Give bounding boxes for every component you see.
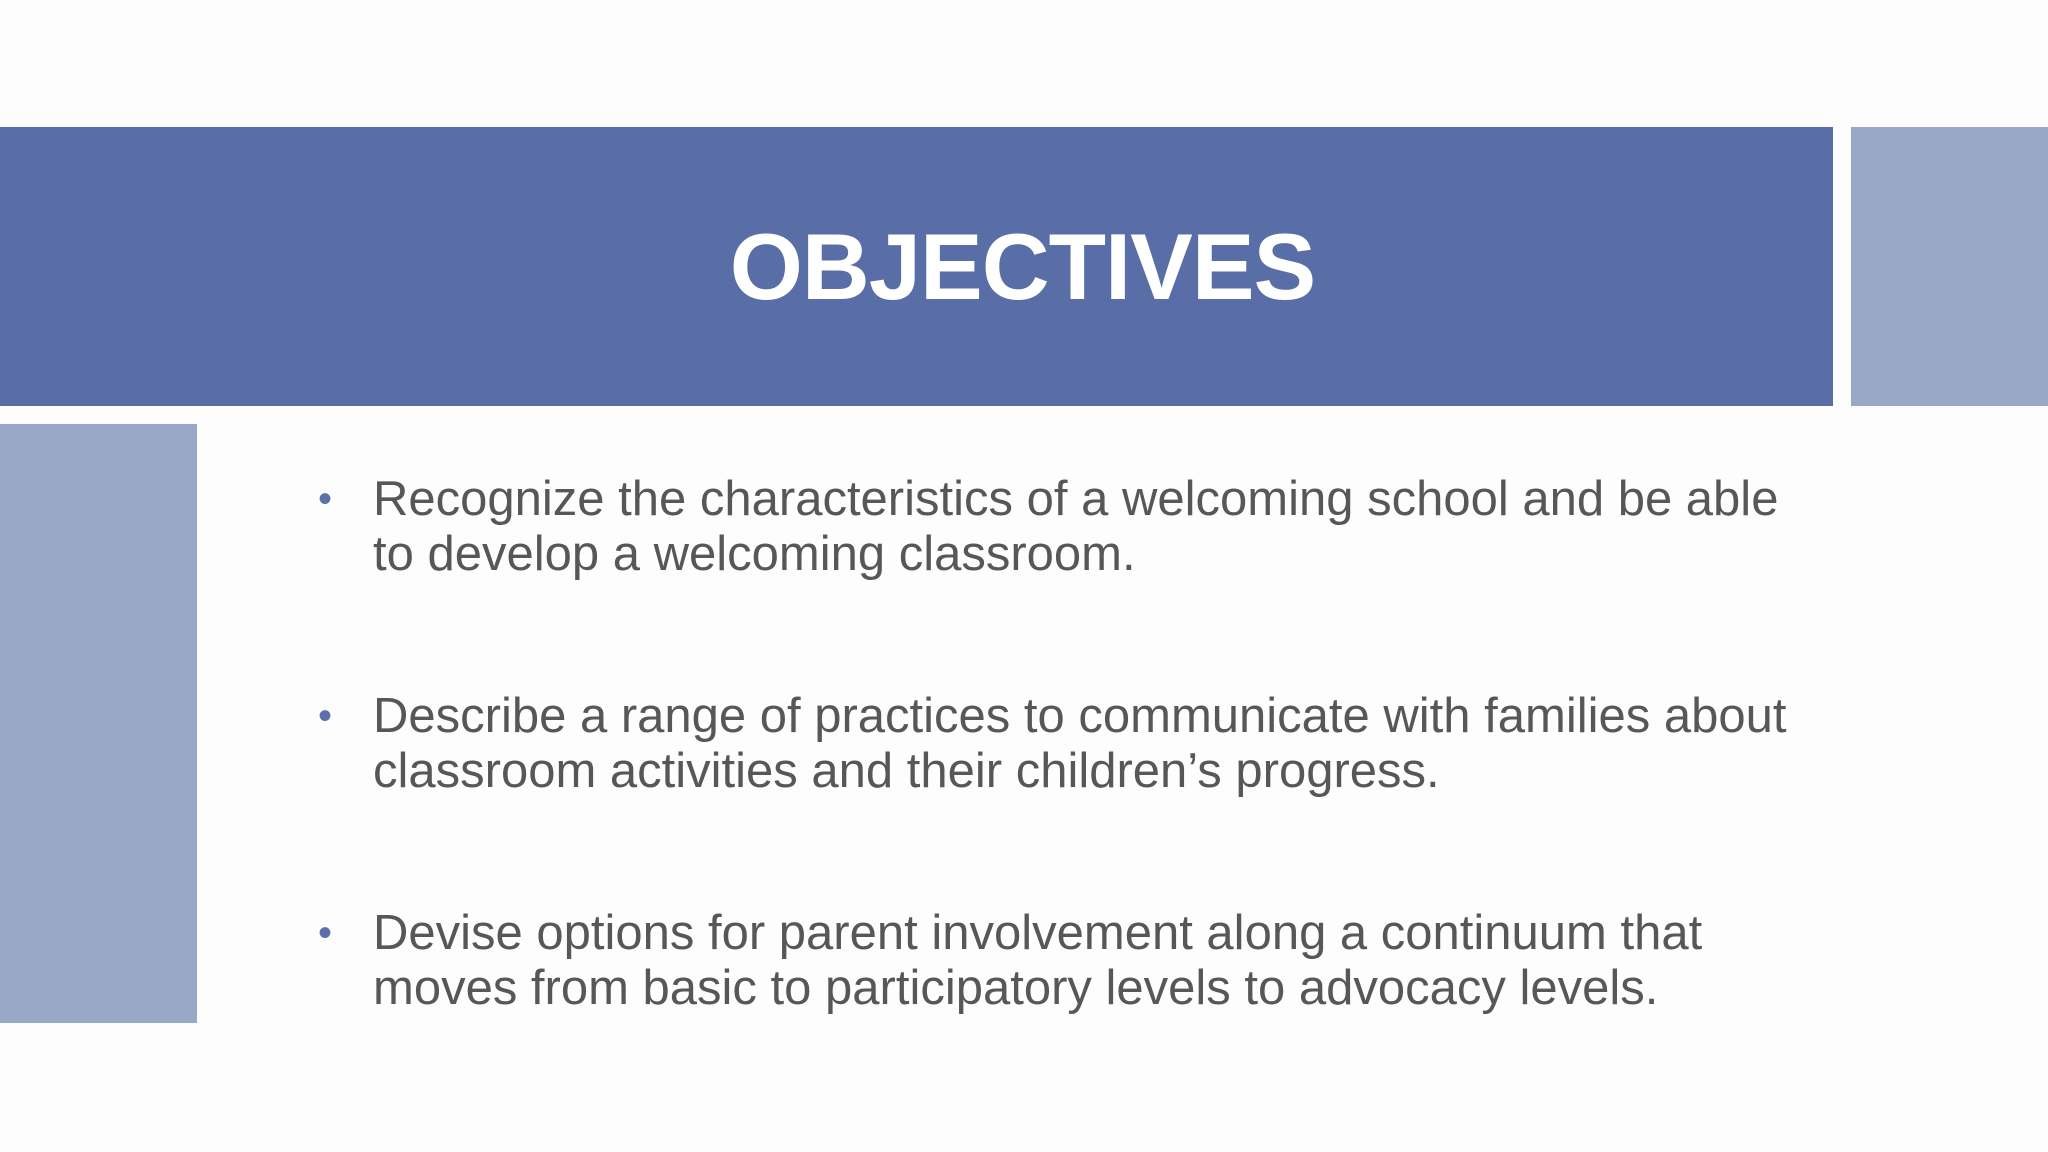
bullet-icon: •: [318, 911, 333, 955]
objective-text: Recognize the characteristics of a welcoming school and be able to develop a welcoming classroom.: [373, 472, 1779, 581]
objective-item: [318, 472, 1793, 582]
objective-item: [318, 906, 1793, 1016]
bullet-icon: •: [318, 477, 333, 521]
objective-text: Devise options for parent involvement along a continuum that moves from basic to participatory levels to advocacy levels.: [373, 906, 1703, 1015]
objective-item: [318, 689, 1793, 799]
objective-text: Describe a range of practices to communicate with families about classroom activities and their children’s progress.: [373, 689, 1787, 798]
slide-title: OBJECTIVES: [729, 213, 1316, 319]
bullet-icon: •: [318, 694, 333, 738]
